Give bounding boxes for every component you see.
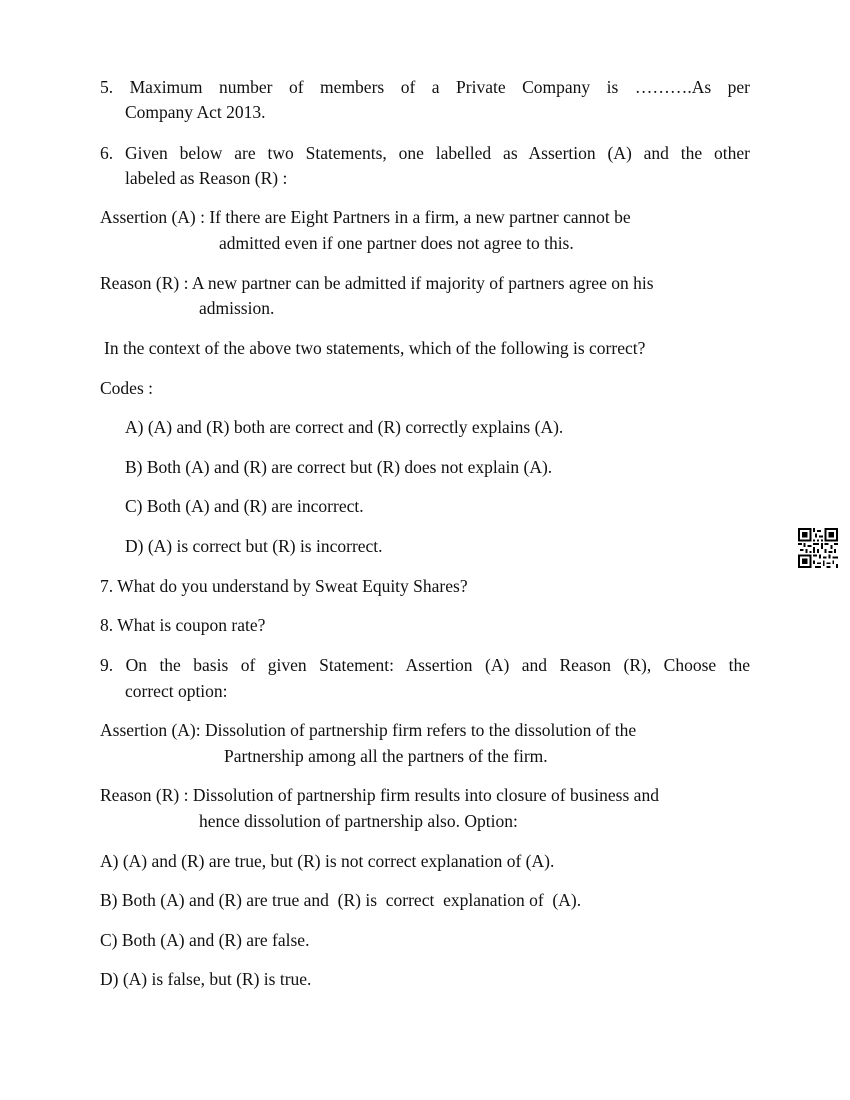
qr-code-icon [798,528,838,568]
q6-codes-label: Codes : [100,378,153,398]
q6-reason-line2: admission. [199,298,275,318]
q6-assertion-line2: admitted even if one partner does not agree to this. [219,233,574,253]
q9-option-b: B) Both (A) and (R) are true and (R) is correct explanation of (A). [100,890,582,910]
q6-option-d: D) (A) is correct but (R) is incorrect. [125,536,383,556]
q9-line2: correct option: [125,681,228,701]
q6-option-a: A) (A) and (R) both are correct and (R) correctly explains (A). [125,417,564,437]
q9-reason-line1: Reason (R) : Dissolution of partnership firm results into closure of business and [100,785,659,805]
q9-assertion-line2: Partnership among all the partners of the firm. [224,746,548,766]
q9-option-a: A) (A) and (R) are true, but (R) is not correct explanation of (A). [100,851,555,871]
q6-option-b: B) Both (A) and (R) are correct but (R) does not explain (A). [125,457,553,477]
q8-text: 8. What is coupon rate? [100,615,266,635]
q6-option-c: C) Both (A) and (R) are incorrect. [125,496,364,516]
q5-line2: Company Act 2013. [125,102,266,122]
q9-line1: 9. On the basis of given Statement: Assertion (A) and Reason (R), Choose the [100,655,750,675]
q6-line2: labeled as Reason (R) : [125,168,288,188]
q9-assertion-line1: Assertion (A): Dissolution of partnership firm refers to the dissolution of the [100,720,637,740]
q6-reason-line1: Reason (R) : A new partner can be admitted if majority of partners agree on his [100,273,654,293]
q5-line1: 5. Maximum number of members of a Private Company is ……….As per [100,77,750,97]
q6-context: In the context of the above two statements, which of the following is correct? [104,338,646,358]
q9-option-d: D) (A) is false, but (R) is true. [100,969,312,989]
q6-line1: 6. Given below are two Statements, one labelled as Assertion (A) and the other [100,143,750,163]
q9-reason-line2: hence dissolution of partnership also. Option: [199,811,518,831]
q6-assertion-line1: Assertion (A) : If there are Eight Partners in a firm, a new partner cannot be [100,207,631,227]
q9-option-c: C) Both (A) and (R) are false. [100,930,310,950]
q7-text: 7. What do you understand by Sweat Equity Shares? [100,576,468,596]
